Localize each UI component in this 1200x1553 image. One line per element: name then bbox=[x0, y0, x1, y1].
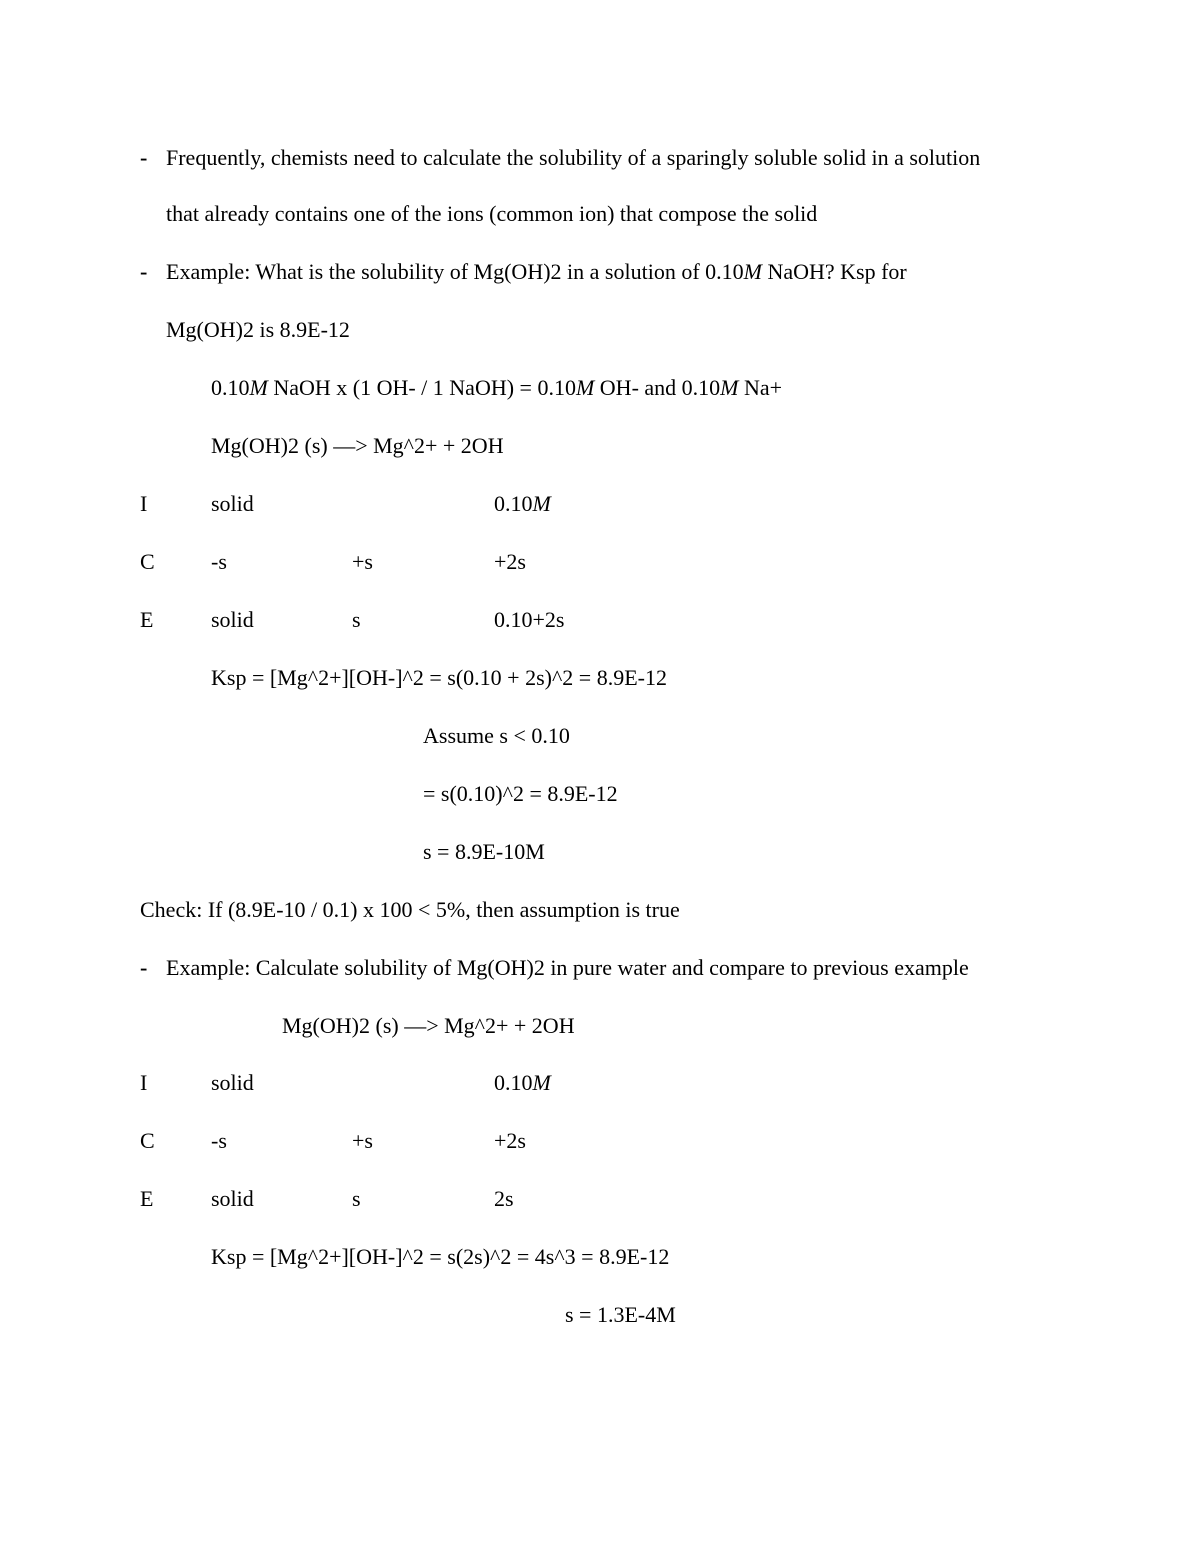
molarity-unit: M bbox=[575, 375, 595, 400]
example1-result: s = 8.9E-10M bbox=[423, 839, 545, 864]
ice-value: 0.10 bbox=[494, 1070, 533, 1095]
ice-cell: +s bbox=[352, 549, 373, 574]
ice-cell bbox=[494, 1068, 551, 1098]
ice-cell: +2s bbox=[494, 1128, 526, 1153]
example1-conversion bbox=[211, 373, 782, 403]
ice-row-label-i: I bbox=[140, 491, 148, 516]
example1-reaction: Mg(OH)2 (s) —> Mg^2+ + 2OH bbox=[211, 433, 504, 458]
example1-question-line-1 bbox=[166, 257, 907, 287]
ice-cell: s bbox=[352, 607, 361, 632]
ice-cell: solid bbox=[211, 607, 254, 632]
intro-line-2: that already contains one of the ions (common ion) that compose the solid bbox=[166, 201, 818, 226]
example2-ksp-expression: Ksp = [Mg^2+][OH-]^2 = s(2s)^2 = 4s^3 = 8.9E-12 bbox=[211, 1244, 670, 1269]
ice-row-label-c: C bbox=[140, 1128, 155, 1153]
ice-row-label-e: E bbox=[140, 1186, 154, 1211]
conversion-part: OH- and 0.10 bbox=[594, 375, 721, 400]
conversion-part: Na+ bbox=[738, 375, 783, 400]
molarity-unit: M bbox=[532, 491, 551, 516]
ice-cell: -s bbox=[211, 1128, 227, 1153]
ice-row-label-c: C bbox=[140, 549, 155, 574]
ice-cell: 0.10+2s bbox=[494, 607, 565, 632]
molarity-unit: M bbox=[249, 375, 268, 400]
ice-cell: solid bbox=[211, 491, 254, 516]
example1-check: Check: If (8.9E-10 / 0.1) x 100 < 5%, then assumption is true bbox=[140, 897, 680, 922]
ice-row-label-e: E bbox=[140, 607, 154, 632]
bullet-marker: - bbox=[140, 259, 148, 284]
molarity-unit: M bbox=[743, 259, 762, 284]
conversion-part: 0.10 bbox=[211, 375, 250, 400]
example2-reaction: Mg(OH)2 (s) —> Mg^2+ + 2OH bbox=[282, 1013, 575, 1038]
ice-cell: +2s bbox=[494, 549, 526, 574]
ice-cell: 2s bbox=[494, 1186, 514, 1211]
example2-result: s = 1.3E-4M bbox=[565, 1302, 676, 1327]
bullet-marker: - bbox=[140, 145, 148, 170]
molarity-unit: M bbox=[532, 1070, 551, 1095]
ice-cell: s bbox=[352, 1186, 361, 1211]
ice-cell: solid bbox=[211, 1070, 254, 1095]
ice-cell bbox=[494, 489, 551, 519]
ice-value: 0.10 bbox=[494, 491, 533, 516]
ice-cell: -s bbox=[211, 549, 227, 574]
example1-question-line-2: Mg(OH)2 is 8.9E-12 bbox=[166, 317, 350, 342]
bullet-marker: - bbox=[140, 955, 148, 980]
example1-question-text: Example: What is the solubility of Mg(OH)2 in a solution of 0.10 bbox=[166, 259, 744, 284]
example2-question: Example: Calculate solubility of Mg(OH)2 in pure water and compare to previous example bbox=[166, 955, 969, 980]
example1-question-end: NaOH? Ksp for bbox=[761, 259, 907, 284]
intro-line-1: Frequently, chemists need to calculate the solubility of a sparingly soluble solid in a solution bbox=[166, 145, 981, 170]
ice-row-label-i: I bbox=[140, 1070, 148, 1095]
example1-simplified: = s(0.10)^2 = 8.9E-12 bbox=[423, 781, 618, 806]
ice-cell: +s bbox=[352, 1128, 373, 1153]
conversion-part: NaOH x (1 OH- / 1 NaOH) = 0.10 bbox=[267, 375, 576, 400]
molarity-unit: M bbox=[720, 375, 739, 400]
ice-cell: solid bbox=[211, 1186, 254, 1211]
example1-ksp-expression: Ksp = [Mg^2+][OH-]^2 = s(0.10 + 2s)^2 = 8.9E-12 bbox=[211, 665, 667, 690]
example1-assumption: Assume s < 0.10 bbox=[423, 723, 570, 748]
